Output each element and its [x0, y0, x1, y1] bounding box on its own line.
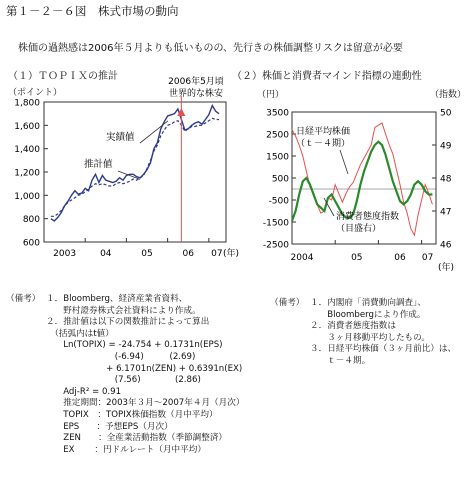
notes-left-line: Adj-R² = 0.91: [46, 386, 122, 397]
x-tick-label: 06: [182, 249, 194, 259]
y-tick-label: 1,000: [14, 191, 40, 202]
notes-left-line: 推定期間：2003年３月～2007年４月（月次）: [46, 398, 245, 409]
notes-right-line: ３ヶ月移動平均したもの。: [310, 332, 430, 343]
series-leader-nikkei: [340, 150, 348, 174]
plot-frame: [44, 102, 226, 242]
chart-nikkei-consumer: [236, 70, 472, 280]
y-tick-label: 1,600: [14, 121, 40, 132]
series-line-actual: [51, 106, 219, 222]
y-tick-label: 600: [22, 238, 40, 249]
series-leader-actual: [140, 121, 168, 143]
series-label-actual: 実績値: [106, 132, 135, 143]
y-right-tick-label: 48: [440, 174, 452, 185]
annotation-text-line: 世界的な株安: [168, 89, 224, 99]
series-label-estimate: 推計値: [84, 159, 113, 170]
chart-topix: [0, 70, 240, 270]
y-right-tick-label: 47: [440, 207, 452, 218]
y-left-tick-label: -500: [268, 196, 289, 207]
y-left-tick-label: -1500: [262, 218, 289, 229]
notes-right-line: １．内閣府「消費動向調査」、: [310, 298, 427, 308]
panel2-right-unit: （指数）: [430, 90, 467, 100]
y-right-tick-label: 49: [440, 141, 452, 152]
notes-right-line: ３．日経平均株価（３ヶ月前比）は、: [310, 344, 457, 355]
notes-left-line: （括弧内はt値）: [46, 328, 114, 339]
x-tick-label: 07: [421, 253, 434, 263]
notes-left-label: （備考）: [6, 294, 41, 304]
notes-left: [6, 294, 245, 455]
series-line-consumer-confidence: [292, 142, 432, 221]
annotation-text-line: 2006年5月頃: [168, 77, 224, 87]
notes-left-line: TOPIX ：TOPIX株価指数（月中平均）: [46, 409, 218, 420]
y-tick-label: 1,800: [14, 98, 40, 109]
notes-left-line: (-6.94) (2.69): [46, 351, 196, 362]
notes-right-line: ｔ－４期。: [310, 355, 371, 366]
x-axis-unit: (年): [438, 263, 455, 273]
notes-right: [270, 298, 457, 366]
y-left-tick-label: -2500: [262, 240, 289, 251]
notes-left-line: + 6.1701n(ZEN) + 0.6391n(EX): [46, 363, 243, 374]
figure-title: 第１－２－６図 株式市場の動向: [6, 4, 179, 18]
panel2-title: （２）株価と消費者マインド指標の連動性: [232, 71, 422, 82]
series-label-nikkei: （ｔ－４期）: [296, 139, 351, 149]
notes-left-line: EPS ：予想EPS（月次）: [46, 421, 173, 432]
notes-left-line: Ln(TOPIX) = -24.754 + 0.1731n(EPS): [46, 340, 223, 351]
x-axis-unit: (年): [223, 249, 240, 259]
notes-right-lines: [310, 298, 456, 368]
notes-left-line: 野村證券株式会社資料により作成。: [46, 305, 201, 316]
y-right-tick-label: 46: [440, 240, 452, 251]
notes-right-line: Bloombergにより作成。: [310, 309, 426, 320]
notes-left-line: ZEN ：全産業活動指数（季節調整済）: [46, 433, 228, 444]
series-line-estimate: [51, 118, 219, 216]
series-leader-estimate: [118, 171, 140, 179]
y-left-tick-label: 2500: [266, 130, 289, 141]
series-label-consumer: 消費者態度指数: [336, 212, 400, 222]
notes-left-line: １．Bloomberg、経済産業省資料、: [46, 294, 188, 304]
panel2-left-unit: （円）: [257, 90, 285, 100]
figure-subtitle: 株価の過熱感は2006年５月よりも低いものの、先行きの株価調整リスクは留意が必要: [18, 43, 403, 54]
y-tick-label: 800: [22, 215, 40, 226]
notes-right-label: （備考）: [270, 298, 305, 308]
x-tick-label: 2003: [53, 249, 77, 259]
notes-left-line: (7.56) (2.86): [46, 375, 201, 386]
y-left-tick-label: 500: [271, 174, 289, 185]
series-label-nikkei: 日経平均株価: [296, 127, 351, 137]
x-tick-label: 06: [394, 253, 406, 263]
panel1-ylabel: （ポイント）: [8, 88, 63, 98]
y-tick-label: 1,200: [14, 168, 40, 179]
notes-left-lines: [46, 294, 244, 456]
panel1-title: （１）ＴＯＰＩＸの推計: [8, 71, 118, 82]
y-left-tick-label: 1500: [266, 152, 289, 163]
notes-left-line: ２．推計値は以下の関数推計によって算出: [46, 317, 210, 328]
x-tick-label: 05: [141, 249, 153, 259]
y-right-tick-label: 50: [440, 108, 452, 119]
x-tick-label: 2004: [290, 253, 314, 263]
x-tick-label: 05: [351, 253, 363, 263]
notes-left-line: EX ：円ドルレート（月中平均）: [46, 444, 206, 455]
y-left-tick-label: 3500: [266, 108, 289, 119]
notes-right-line: ２．消費者態度指数は: [310, 321, 396, 332]
series-label-consumer: （目盛右）: [336, 224, 382, 234]
y-tick-label: 1,400: [14, 145, 40, 156]
x-tick-label: 04: [100, 249, 112, 259]
x-tick-label: 07: [211, 249, 223, 259]
